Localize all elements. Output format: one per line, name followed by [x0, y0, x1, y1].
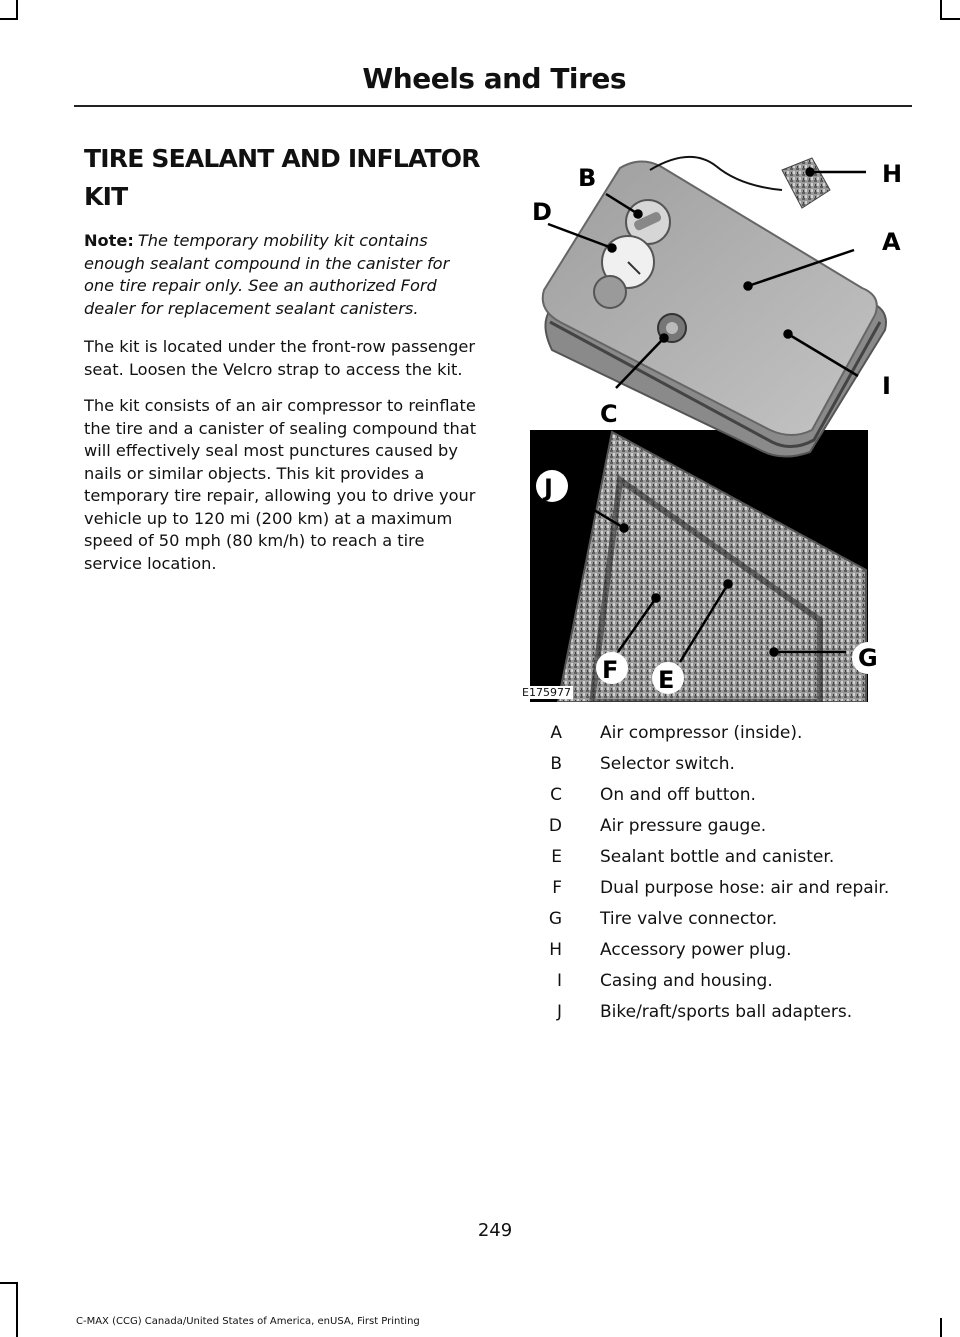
paragraph-location: The kit is located under the front-row passenger seat. Loosen the Velcro strap to access the kit. [84, 337, 476, 379]
legend-item [530, 722, 910, 744]
callout-label-i: I [882, 372, 891, 400]
legend-desc: Sealant bottle and canister. [600, 847, 835, 867]
legend-desc: On and off button. [600, 785, 756, 805]
legend-key: G [548, 909, 562, 929]
legend-key: B [550, 754, 562, 774]
legend-item [530, 1001, 910, 1023]
callout-label-j: J [544, 474, 553, 502]
callout-dot [725, 581, 732, 588]
note-label: Note: [84, 231, 134, 250]
callout-dot [771, 649, 778, 656]
callout-label-e: E [658, 666, 675, 694]
note-text: The temporary mobility kit contains enough sealant compound in the canister for one tire repair only. See an authorized Ford dealer for replacement sealant canisters. [84, 231, 450, 318]
note [84, 230, 480, 320]
legend-desc: Tire valve connector. [600, 909, 778, 929]
legend-item [530, 877, 910, 899]
legend-item [530, 784, 910, 806]
page-header-title: Wheels and Tires [362, 62, 626, 95]
accessory-port [594, 276, 626, 308]
section-heading-line1: TIRE SEALANT AND INFLATOR [84, 144, 480, 173]
legend-key: A [550, 723, 562, 743]
callout-dot [785, 331, 792, 338]
crop-mark [940, 18, 960, 20]
tire-kit-illustration [520, 150, 912, 702]
crop-mark [940, 1318, 942, 1337]
legend-desc: Dual purpose hose: air and repair. [600, 878, 890, 898]
callout-dot [653, 595, 660, 602]
legend-desc: Air compressor (inside). [600, 723, 803, 743]
legend-key: C [550, 785, 562, 805]
legend-item [530, 970, 910, 992]
legend-desc: Casing and housing. [600, 971, 773, 991]
header-rule [74, 105, 912, 107]
callout-label-b: B [578, 164, 597, 192]
section-heading-line2: KIT [84, 182, 128, 211]
legend-key: I [556, 971, 562, 991]
callout-label-g: G [858, 644, 878, 672]
legend-key: D [548, 816, 562, 836]
compressor-lid [543, 161, 877, 435]
crop-mark [0, 1282, 18, 1284]
legend-desc: Selector switch. [600, 754, 735, 774]
legend-item [530, 939, 910, 961]
callout-dot [621, 525, 628, 532]
accessory-power-plug [782, 158, 830, 208]
callout-dot [661, 335, 668, 342]
legend-item [530, 846, 910, 868]
crop-mark [0, 18, 18, 20]
callout-label-c: C [600, 400, 618, 428]
callout-dot [807, 169, 814, 176]
callout-dot [635, 211, 642, 218]
legend-item [530, 815, 910, 837]
callout-label-h: H [882, 160, 903, 188]
section-heading [84, 140, 480, 216]
callout-dot [745, 283, 752, 290]
legend-key: E [551, 847, 562, 867]
legend-key: J [556, 1002, 562, 1022]
page-number: 249 [477, 1220, 513, 1241]
on-off-button-core [666, 322, 678, 334]
figure-id: E175977 [522, 686, 571, 699]
main-text-column [84, 140, 480, 589]
legend-item [530, 908, 910, 930]
page-footer: C-MAX (CCG) Canada/United States of America, enUSA, First Printing [76, 1316, 420, 1327]
paragraph-kit-contents: The kit consists of an air compressor to reinflate the tire and a canister of sealing compound that will effectively seal most punctures caused by nails or similar objects. This kit provides a temporary tire repair, allowing you to drive your vehicle up to 120 mi (200 km) at a maximum speed of 50 mph (80 km/h) to reach a tire service location. [84, 396, 477, 573]
legend-key: H [549, 940, 562, 960]
callout-label-a: A [882, 228, 901, 256]
legend-item [530, 753, 910, 775]
callout-label-f: F [602, 656, 619, 684]
legend-desc: Air pressure gauge. [600, 816, 767, 836]
crop-mark [940, 0, 942, 20]
legend-desc: Bike/raft/sports ball adapters. [600, 1002, 853, 1022]
crop-mark [16, 1282, 18, 1337]
crop-mark [16, 0, 18, 20]
legend-desc: Accessory power plug. [600, 940, 792, 960]
callout-label-d: D [532, 198, 552, 226]
legend-key: F [552, 878, 562, 898]
callout-dot [609, 245, 616, 252]
figure-legend [530, 722, 910, 1032]
